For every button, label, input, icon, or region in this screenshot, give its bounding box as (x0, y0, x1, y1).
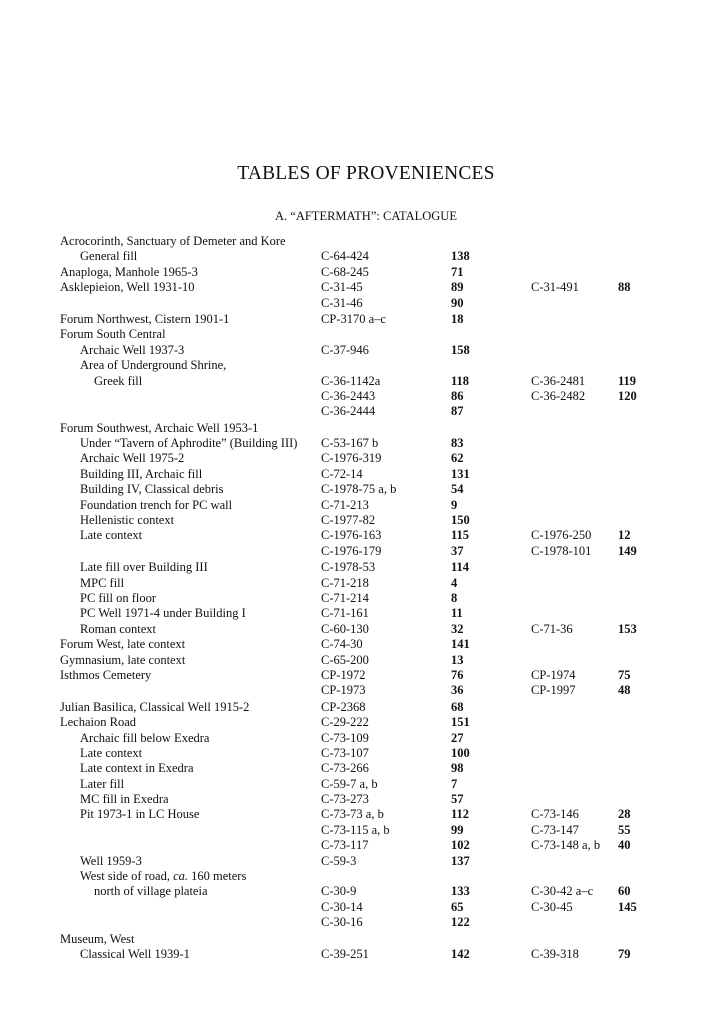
inventory-number: CP-2368 (321, 699, 366, 714)
provenience-label: Acrocorinth, Sanctuary of Demeter and Kore (60, 234, 286, 248)
inventory-number-2: C-30-42 a–c (531, 884, 594, 899)
catalogue-number: 133 (451, 884, 470, 899)
inventory-number: C-73-107 (321, 745, 369, 760)
catalogue-number-2: 153 (618, 621, 637, 636)
provenience-label: Under “Tavern of Aphrodite” (Building III) (80, 436, 298, 451)
catalogue-number: 8 (451, 590, 458, 605)
inventory-number: C-31-46 (321, 295, 363, 310)
table-row (0, 404, 722, 419)
inventory-number: C-30-9 (321, 884, 357, 899)
table-row (0, 777, 722, 792)
catalogue-number: 158 (451, 342, 470, 357)
catalogue-number: 76 (451, 667, 464, 682)
provenience-label: Gymnasium, late context (60, 652, 186, 667)
catalogue-number: 27 (451, 730, 464, 745)
inventory-number: C-73-117 (321, 838, 369, 853)
inventory-number-2: C-31-491 (531, 280, 579, 295)
catalogue-number: 57 (451, 792, 464, 807)
inventory-number: C-73-73 a, b (321, 807, 384, 822)
inventory-number: C-73-115 a, b (321, 822, 390, 837)
catalogue-number: 83 (451, 436, 464, 451)
table-row (0, 482, 722, 497)
inventory-number: C-73-266 (321, 761, 369, 776)
inventory-number: C-60-130 (321, 621, 369, 636)
catalogue-number: 98 (451, 761, 464, 776)
provenience-label: Lechaion Road (60, 715, 137, 730)
provenience-label-italic: ca. (173, 869, 189, 884)
provenience-label: PC Well 1971-4 under Building I (80, 606, 246, 621)
inventory-number: C-36-2444 (321, 404, 376, 419)
catalogue-number: 89 (451, 280, 464, 295)
inventory-number: C-36-2443 (321, 388, 376, 403)
catalogue-number: 150 (451, 513, 470, 528)
inventory-number-2: CP-1997 (531, 683, 576, 698)
catalogue-number: 131 (451, 466, 470, 481)
provenience-label-tail: 160 meters (188, 869, 247, 884)
inventory-number: C-59-3 (321, 853, 357, 868)
catalogue-number: 142 (451, 946, 470, 961)
catalogue-number-2: 40 (618, 838, 631, 853)
table-row (0, 451, 722, 466)
table-row (0, 637, 722, 652)
provenience-label: Anaploga, Manhole 1965-3 (60, 264, 198, 279)
inventory-number-2: C-1978-101 (531, 543, 592, 558)
provenience-label: Archaic fill below Exedra (80, 730, 210, 745)
inventory-number: C-74-30 (321, 637, 363, 652)
inventory-number: C-1978-53 (321, 560, 376, 575)
inventory-number: C-39-251 (321, 946, 369, 961)
provenience-label: Foundation trench for PC wall (80, 497, 233, 512)
catalogue-number: 99 (451, 822, 464, 837)
catalogue-number-2: 75 (618, 667, 631, 682)
inventory-number-2: C-30-45 (531, 899, 573, 914)
table-row (0, 374, 722, 389)
table-row (0, 544, 722, 559)
table-row (0, 389, 722, 404)
catalogue-number: 138 (451, 249, 470, 264)
provenience-label: Asklepieion, Well 1931-10 (60, 280, 195, 295)
provenience-label: Roman context (80, 621, 157, 636)
page-title: TABLES OF PROVENIENCES (237, 163, 495, 184)
inventory-number: C-71-161 (321, 606, 369, 621)
table-row (0, 715, 722, 730)
table-row (0, 668, 722, 683)
table-row (0, 280, 722, 295)
provenience-label: Archaic Well 1975-2 (80, 451, 185, 466)
inventory-number: C-30-16 (321, 915, 363, 930)
table-row (0, 498, 722, 513)
inventory-number: CP-1973 (321, 683, 366, 698)
catalogue-number-2: 12 (618, 528, 631, 543)
catalogue-number: 137 (451, 853, 470, 868)
inventory-number: C-1977-82 (321, 513, 376, 528)
catalogue-number: 87 (451, 404, 464, 419)
table-row (0, 576, 722, 591)
catalogue-number-2: 119 (618, 373, 637, 388)
catalogue-number: 114 (451, 560, 470, 575)
table-row (0, 731, 722, 746)
inventory-number: C-37-946 (321, 342, 369, 357)
table-row (0, 947, 722, 962)
catalogue-number-2: 79 (618, 946, 631, 961)
catalogue-number: 122 (451, 915, 470, 930)
provenience-label: Building III, Archaic fill (80, 466, 203, 481)
inventory-number: C-59-7 a, b (321, 776, 378, 791)
inventory-number-2: C-1976-250 (531, 528, 592, 543)
provenience-label: PC fill on floor (80, 590, 157, 605)
table-row (0, 296, 722, 311)
catalogue-number-2: 55 (618, 822, 631, 837)
catalogue-number: 37 (451, 543, 464, 558)
table-row (0, 838, 722, 853)
inventory-number-2: C-39-318 (531, 946, 579, 961)
provenience-label: Area of Underground Shrine, (80, 358, 227, 373)
catalogue-number: 71 (451, 264, 464, 279)
provenience-table (0, 234, 722, 962)
catalogue-number: 7 (451, 776, 458, 791)
provenience-label: Well 1959-3 (80, 853, 142, 868)
catalogue-number: 36 (451, 683, 464, 698)
inventory-number: C-71-218 (321, 575, 369, 590)
inventory-number: C-71-213 (321, 497, 369, 512)
table-row (0, 884, 722, 899)
catalogue-number: 9 (451, 497, 458, 512)
provenience-label: West side of road, ca. 160 meters (80, 869, 247, 884)
table-row (0, 436, 722, 451)
table-row (0, 467, 722, 482)
inventory-number: C-73-273 (321, 792, 369, 807)
inventory-number: C-71-214 (321, 590, 369, 605)
inventory-number: C-36-1142a (321, 373, 381, 388)
provenience-label: Greek fill (94, 373, 143, 388)
inventory-number: C-31-45 (321, 280, 363, 295)
provenience-label: General fill (80, 249, 138, 264)
provenience-label: Building IV, Classical debris (80, 482, 224, 497)
provenience-label: Archaic Well 1937-3 (80, 342, 185, 357)
provenience-label: Later fill (80, 776, 125, 791)
inventory-number: C-1976-163 (321, 528, 382, 543)
provenience-label: Forum West, late context (60, 637, 186, 652)
table-row (0, 560, 722, 575)
table-row (0, 653, 722, 668)
inventory-number: C-64-424 (321, 249, 369, 264)
inventory-number: C-1976-319 (321, 451, 382, 466)
catalogue-number: 151 (451, 715, 470, 730)
provenience-label: Isthmos Cemetery (60, 667, 152, 682)
provenience-label: Pit 1973-1 in LC House (80, 807, 200, 822)
catalogue-number-2: 120 (618, 388, 637, 403)
catalogue-number: 62 (451, 451, 464, 466)
table-row (0, 327, 722, 342)
provenience-label: north of village plateia (94, 884, 208, 899)
catalogue-number: 65 (451, 899, 464, 914)
table-row (0, 343, 722, 358)
catalogue-number: 68 (451, 699, 464, 714)
provenience-label: Forum Northwest, Cistern 1901-1 (60, 311, 230, 326)
provenience-label: Hellenistic context (80, 513, 175, 528)
inventory-number: C-1976-179 (321, 543, 382, 558)
provenience-label: Julian Basilica, Classical Well 1915-2 (60, 699, 250, 714)
provenience-label: Late context (80, 745, 143, 760)
inventory-number-2: CP-1974 (531, 667, 576, 682)
catalogue-number-2: 28 (618, 807, 631, 822)
table-row (0, 915, 722, 930)
table-row (0, 792, 722, 807)
catalogue-number: 90 (451, 295, 464, 310)
inventory-number: C-53-167 b (321, 436, 379, 451)
table-row (0, 622, 722, 637)
catalogue-number: 100 (451, 745, 470, 760)
inventory-number-2: C-36-2482 (531, 388, 586, 403)
table-row (0, 869, 722, 884)
inventory-number: CP-3170 a–c (321, 311, 386, 326)
table-row (0, 606, 722, 621)
provenience-label: Forum South Central (60, 327, 166, 342)
table-row (0, 823, 722, 838)
table-row (0, 358, 722, 373)
table-row (0, 528, 722, 543)
catalogue-number: 4 (451, 575, 458, 590)
inventory-number-2: C-73-146 (531, 807, 579, 822)
provenience-label: Museum, West (60, 931, 135, 946)
table-row (0, 234, 722, 249)
inventory-number-2: C-73-147 (531, 822, 579, 837)
catalogue-number-2: 145 (618, 899, 637, 914)
provenience-label: Classical Well 1939-1 (80, 946, 190, 961)
catalogue-number: 102 (451, 838, 470, 853)
inventory-number-2: C-36-2481 (531, 373, 586, 388)
catalogue-number-2: 149 (618, 543, 637, 558)
table-row (0, 591, 722, 606)
catalogue-number: 11 (451, 606, 463, 621)
table-row (0, 854, 722, 869)
inventory-number: C-29-222 (321, 715, 369, 730)
inventory-number: C-68-245 (321, 264, 369, 279)
table-row (0, 513, 722, 528)
provenience-label: Forum Southwest, Archaic Well 1953-1 (60, 420, 259, 435)
table-row (0, 761, 722, 776)
catalogue-number: 13 (451, 652, 464, 667)
catalogue-number: 54 (451, 482, 464, 497)
inventory-number: C-30-14 (321, 899, 363, 914)
provenience-label: MPC fill (80, 575, 125, 590)
table-row (0, 900, 722, 915)
table-row (0, 421, 722, 436)
catalogue-number: 86 (451, 388, 464, 403)
inventory-number-2: C-71-36 (531, 621, 573, 636)
catalogue-number: 141 (451, 637, 470, 652)
catalogue-number-2: 60 (618, 884, 631, 899)
section-title: A. “AFTERMATH”: CATALOGUE (275, 209, 457, 223)
inventory-number: CP-1972 (321, 667, 366, 682)
table-row (0, 700, 722, 715)
catalogue-number-2: 88 (618, 280, 631, 295)
provenience-label: MC fill in Exedra (80, 792, 169, 807)
catalogue-number: 18 (451, 311, 464, 326)
inventory-number: C-72-14 (321, 466, 363, 481)
provenience-label: Late context (80, 528, 143, 543)
provenience-label: Late context in Exedra (80, 761, 194, 776)
provenience-label: Late fill over Building III (80, 560, 208, 575)
catalogue-number: 118 (451, 373, 470, 388)
table-row (0, 312, 722, 327)
catalogue-number: 115 (451, 528, 470, 543)
table-row (0, 932, 722, 947)
inventory-number: C-65-200 (321, 652, 369, 667)
inventory-number: C-73-109 (321, 730, 369, 745)
table-row (0, 265, 722, 280)
table-row (0, 683, 722, 698)
table-row (0, 746, 722, 761)
catalogue-number-2: 48 (618, 683, 631, 698)
inventory-number: C-1978-75 a, b (321, 482, 397, 497)
table-row (0, 807, 722, 822)
catalogue-number: 112 (451, 807, 470, 822)
catalogue-number: 32 (451, 621, 464, 636)
inventory-number-2: C-73-148 a, b (531, 838, 601, 853)
table-row (0, 249, 722, 264)
